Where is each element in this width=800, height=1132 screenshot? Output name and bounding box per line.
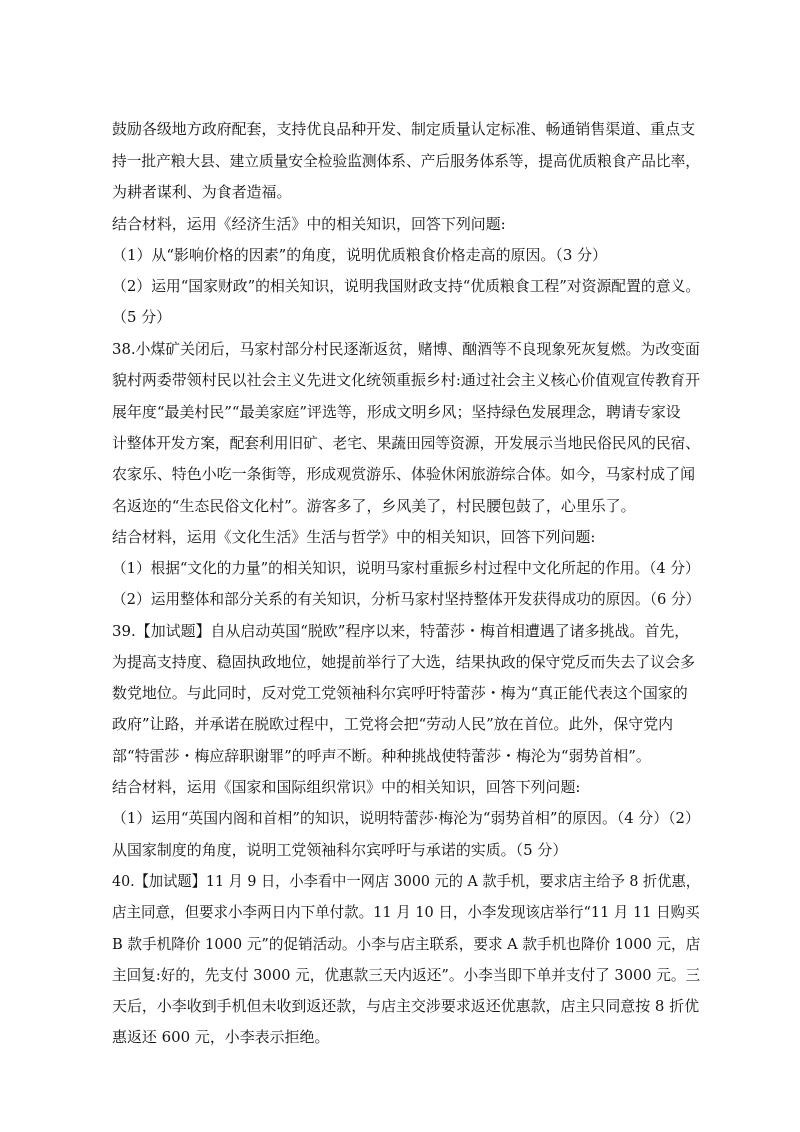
text-line: 天后，小李收到手机但未收到返还款，与店主交涉要求返还优惠款，店主只同意按 8 折优 [112,997,700,1015]
sub-question: （1）根据“文化的力量”的相关知识，说明马家村重振乡村过程中文化所起的作用。（4 分） [112,559,700,577]
text-line: 展年度“最美村民”“最美家庭”评选等，形成文明乡风；坚持绿色发展理念，聘请专家设 [112,403,681,421]
text-line: 貌村两委带领村民以社会主义先进文化统领重振乡村:通过社会主义核心价值观宣传教育开 [112,371,701,389]
text-line: 主回复:好的，先支付 3000 元，优惠款三天内返还”。小李当即下单并支付了 3000 元。三 [112,966,701,984]
question-prompt: 结合材料，运用《经济生活》中的相关知识，回答下列问题: [112,215,506,233]
question-38-text: 38.小煤矿关闭后，马家村部分村民逐渐返贫，赌博、酗酒等不良现象死灰复燃。为改变面 [112,340,700,358]
question-40-text: 40.【加试题】11 月 9 日，小李看中一网店 3000 元的 A 款手机，要求店主给予 8 折优惠， [112,872,700,890]
text-line: 为耕者谋利、为食者造福。 [112,183,292,201]
sub-question: （1）运用“英国内阁和首相”的知识，说明特蕾莎·梅沦为“弱势首相”的原因。（4 分）（2） [112,809,700,827]
text-line: 店主同意，但要求小李两日内下单付款。11 月 10 日，小李发现该店举行“11 月 11 日购买 [112,903,700,921]
sub-question: （2）运用整体和部分关系的有关知识，分析马家村坚持整体开发获得成功的原因。（6 分） [112,590,701,608]
text-line: 鼓励各级地方政府配套，支持优良品种开发、制定质量认定标准、畅通销售渠道、重点支 [112,120,696,138]
text-line: 农家乐、特色小吃一条街等，形成观赏游乐、体验休闲旅游综合体。如今，马家村成了闻 [112,465,696,483]
sub-question: （2）运用“国家财政”的相关知识，说明我国财政支持“优质粮食工程”对资源配置的意义。 [112,277,701,295]
text-line: B 款手机降价 1000 元”的促销活动。小李与店主联系，要求 A 款手机也降价 1000 元，店 [112,935,701,953]
text-line: 计整体开发方案，配套利用旧矿、老宅、果蔬田园等资源，开发展示当地民俗民风的民宿、 [112,434,701,452]
sub-question: 从国家制度的角度，说明工党领袖科尔宾呼吁与承诺的实质。（5 分） [112,841,568,859]
text-line: 惠返还 600 元，小李表示拒绝。 [112,1028,330,1046]
score-label: （5 分） [112,308,172,326]
text-line: 持一批产粮大县、建立质量安全检验监测体系、产后服务体系等，提高优质粮食产品比率， [112,152,701,170]
question-prompt: 结合材料，运用《文化生活》生活与哲学》中的相关知识，回答下列问题: [112,528,596,546]
question-39-text: 39.【加试题】自从启动英国“脱欧”程序以来，特蕾莎・梅首相遭遇了诸多挑战。首先， [112,622,690,640]
text-line: 名返迩的“生态民俗文化村”。游客多了，乡风美了，村民腰包鼓了，心里乐了。 [112,497,636,515]
question-prompt: 结合材料，运用《国家和国际组织常识》中的相关知识，回答下列问题: [112,778,581,796]
text-line: 部“特雷莎・梅应辞职谢罪”的呼声不断。种种挑战使特蕾莎・梅沦为“弱势首相”。 [112,747,651,765]
sub-question: （1）从“影响价格的因素”的角度，说明优质粮食价格走高的原因。（3 分） [112,246,608,264]
text-line: 政府”让路，并承诺在脱欧过程中，工党将会把“劳动人民”放在首位。此外，保守党内 [112,715,674,733]
text-line: 为提高支持度、稳固执政地位，她提前举行了大选，结果执政的保守党反而失去了议会多 [112,653,696,671]
text-line: 数党地位。与此同时，反对党工党领袖科尔宾呼吁特蕾莎・梅为“真正能代表这个国家的 [112,684,688,702]
